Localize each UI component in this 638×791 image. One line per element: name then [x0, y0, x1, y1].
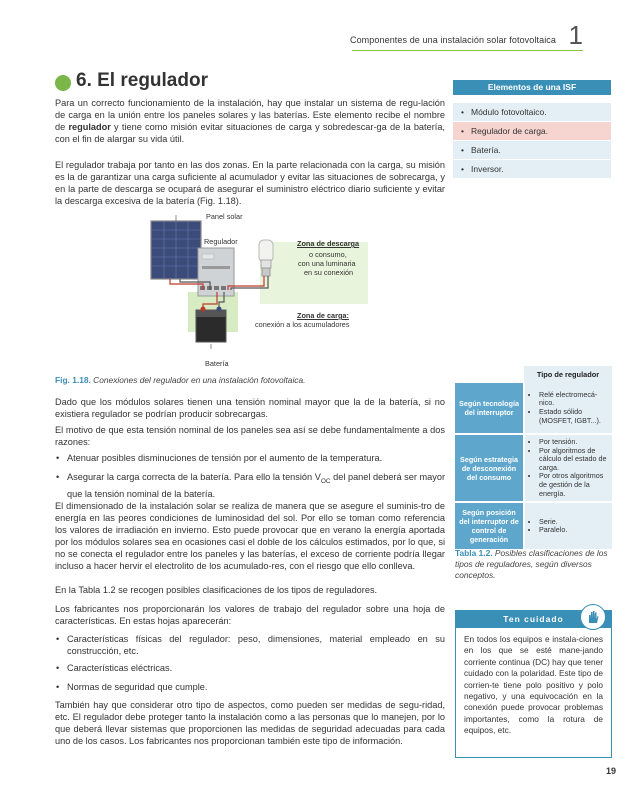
paragraph-5: El dimensionado de la instalación solar se realiza de manera que se asegure el suminis-tro de energía en las peores condiciones de luminosidad del sol. Por ello se toman como referencia los valores de irradiación en invierno. Esto puede provocar que en verano la energía aportada por los módulos solares sea en ocasiones casi el doble de los cálculos estimados, por lo que, si no se conecta el regulador entre los paneles y las baterías, el exceso de corriente podría llegar incluso a hacer hervir el electrolito de los acumulado-res, con el riesgo que ello conlleva. [55, 501, 445, 571]
figure-label-charge-text: conexión a los acumuladores [255, 320, 350, 329]
paragraph-2: El regulador trabaja por tanto en las dos zonas. En la parte relacionada con la carga, su misión es la de garantizar una carga suficiente al acumulador y evitar las situaciones de sobrecarga, y en la parte de descarga se ocupará de asegurar el suministro eléctrico diario suficiente y evitar la descarga excesiva de la batería (Fig. 1.18). [55, 160, 445, 206]
solar-panel-icon [151, 221, 201, 279]
table-row-header: Según posición del interruptor de control de generación [455, 502, 524, 550]
isf-item: • Módulo fotovoltaico. [453, 103, 611, 122]
battery-icon [196, 307, 226, 343]
isf-item: • Batería. [453, 141, 611, 160]
table-cell: • Relé electromecá-nico. • Estado sólido (MOSFET, IGBT...). [524, 383, 612, 434]
bullet-item-1: • Atenuar posibles disminuciones de tensión por el aumento de la temperatura. [55, 452, 445, 464]
figure-label-battery: Batería [205, 359, 229, 368]
figure-label-discharge-text3: en su conexión [304, 268, 354, 277]
warning-box-text: En todos los equipos e instala-ciones en los que se esté mane-jando corriente continua (DC) hay que tener cuidado con la polaridad. Este tipo de corrien-te tiene polo positivo y polo negativo, y una equivocación en la conexión puede provocar problemas importantes, como la rotura de equipos, etc. [464, 634, 603, 736]
paragraph-4: El motivo de que esta tensión nominal de los paneles sea así se debe fundamentalmente a dos razones: [55, 425, 445, 447]
chapter-title: Componentes de una instalación solar fotovoltaica [349, 35, 556, 45]
figure-caption: Fig. 1.18. Conexiones del regulador en una instalación fotovoltaica. [55, 375, 306, 385]
figure-label-discharge-text1: o consumo, [309, 250, 347, 259]
section-title: 6. El regulador [76, 70, 208, 91]
table-cell: • Serie. • Paralelo. [524, 502, 612, 550]
bullet-item-3: • Características físicas del regulador: peso, dimensiones, material empleado en su construcción, etc. [55, 633, 445, 657]
table-row [455, 502, 612, 550]
bullet-item-4: • Características eléctricas. [55, 662, 445, 674]
bullet-item-2: • Asegurar la carga correcta de la batería. Para ello la tensión $V_{OC}$ del panel deberá ser mayor que la tensión nominal de la batería. [55, 471, 445, 500]
warning-box-title: Ten cuidado [456, 611, 611, 628]
hand-warning-icon [580, 604, 606, 630]
table-row [455, 383, 612, 434]
chapter-number: 1 [568, 20, 583, 50]
figure-label-panel: Panel solar [206, 212, 243, 221]
table-row-header: Según tecnología del interruptor [455, 383, 524, 434]
page-number: 19 [605, 766, 616, 776]
table-cell: • Por tensión. • Por algoritmos de cálculo del estado de carga. • Por otros algoritmos de gestión de la energía. [524, 434, 612, 502]
figure-label-charge-title: Zona de carga: [297, 311, 349, 320]
paragraph-8: También hay que considerar otro tipo de aspectos, como pueden ser medidas de segu-ridad, etc. El regulador debe proteger tanto la instalación como a las personas que lo manejen, por lo que deberá llevar sistemas que proporcionen las medidas de seguridad adecuadas para cada uno de los casos. Los fabricantes nos proporcionan también este tipo de información. [55, 700, 445, 746]
regulator-types-table [455, 366, 612, 551]
isf-elements-box [453, 80, 611, 179]
figure-label-discharge-title: Zona de descarga [297, 239, 360, 248]
header-rule [352, 50, 583, 51]
section-bullet-icon [55, 75, 71, 91]
warning-box [455, 610, 612, 758]
paragraph-1: Para un correcto funcionamiento de la instalación, hay que instalar un sistema de regu-lación de carga en la unión entre los paneles solares y las baterías. Este elemento recibe el nombre de regulador y tiene como misión evitar situaciones de carga y sobredescar-ga de la batería, con el fin de alargar su vida útil. [55, 98, 445, 144]
table-row [455, 434, 612, 502]
table-caption: Tabla 1.2. Posibles clasificaciones de los tipos de reguladores, según diversos conceptos. [455, 548, 608, 580]
bullet-item-5: • Normas de seguridad que cumple. [55, 681, 445, 693]
paragraph-3: Dado que los módulos solares tienen una tensión nominal mayor que la de la batería, si no existiera regulador se podrían producir sobrecargas. [55, 397, 445, 419]
figure-label-regulator: Regulador [204, 237, 238, 246]
table-row-header: Según estrategia de desconexión del consumo [455, 434, 524, 502]
regulator-diagram [140, 212, 440, 372]
isf-box-title: Elementos de una ISF [453, 80, 611, 95]
isf-item-highlighted: • Regulador de carga. [453, 122, 611, 141]
isf-item: • Inversor. [453, 160, 611, 179]
paragraph-7: Los fabricantes nos proporcionarán los valores de trabajo del regulador sobre una hoja de características. En estas hojas aparecerán: [55, 604, 445, 626]
figure-label-discharge-text2: con una luminaria [298, 259, 356, 268]
paragraph-6: En la Tabla 1.2 se recogen posibles clasificaciones de los tipos de reguladores. [55, 585, 378, 595]
table-header: Tipo de regulador [524, 366, 612, 383]
